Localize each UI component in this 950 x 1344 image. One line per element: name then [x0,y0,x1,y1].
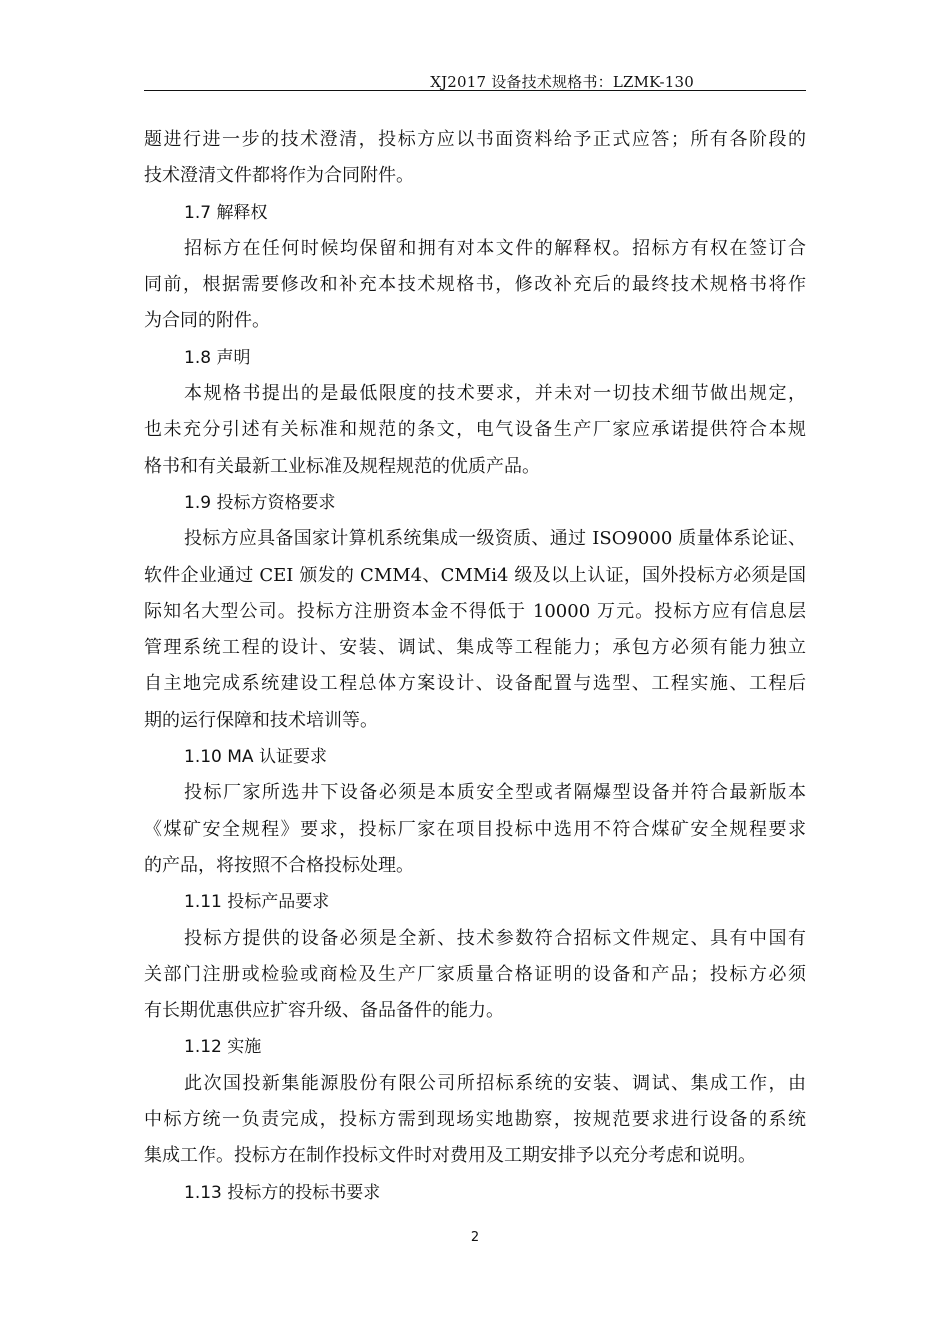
body-text-line: 自主地完成系统建设工程总体方案设计、设备配置与选型、工程实施、工程后 [144,673,806,695]
body-text-line: 际知名大型公司。投标方注册资本金不得低于 10000 万元。投标方应有信息层 [144,600,806,622]
body-text-line: 也未充分引述有关标准和规范的条文，电气设备生产厂家应承诺提供符合本规 [144,419,806,441]
section-heading-1-13: 1.13 投标方的投标书要求 [184,1182,381,1203]
section-heading-1-10: 1.10 MA 认证要求 [184,747,327,768]
body-text-line: 中标方统一负责完成，投标方需到现场实地勘察，按规范要求进行设备的系统 [144,1109,806,1131]
body-text-line: 软件企业通过 CEI 颁发的 CMM4、CMMi4 级及以上认证，国外投标方必须是国 [144,564,806,586]
body-text-line: 技术澄清文件都将作为合同附件。 [144,165,414,187]
body-text-line: 本规格书提出的是最低限度的技术要求，并未对一切技术细节做出规定， [184,383,806,405]
section-heading-1-7: 1.7 解释权 [184,202,268,223]
body-text-line: 关部门注册或检验或商检及生产厂家质量合格证明的设备和产品；投标方必须 [144,963,806,985]
body-text-line: 题进行进一步的技术澄清，投标方应以书面资料给予正式应答；所有各阶段的 [144,129,806,150]
body-text-line: 格书和有关最新工业标准及规程规范的优质产品。 [144,455,540,477]
document-body [144,122,806,1211]
body-text-line: 投标方提供的设备必须是全新、技术参数符合招标文件规定、具有中国有 [184,927,806,949]
body-text-line: 投标厂家所选井下设备必须是本质安全型或者隔爆型设备并符合最新版本 [184,782,806,804]
section-heading-1-12: 1.12 实施 [184,1037,262,1058]
header-divider [144,90,806,91]
section-heading-1-8: 1.8 声明 [184,347,251,368]
body-text-line: 有长期优惠供应扩容升级、备品备件的能力。 [144,1000,504,1022]
document-header-title: XJ2017 设备技术规格书：LZMK-130 [430,73,694,91]
body-text-line: 期的运行保障和技术培训等。 [144,709,378,731]
body-text-line: 同前，根据需要修改和补充本技术规格书，修改补充后的最终技术规格书将作 [144,274,806,296]
body-text-line: 《煤矿安全规程》要求，投标厂家在项目投标中选用不符合煤矿安全规程要求 [144,818,806,840]
body-text-line: 此次国投新集能源股份有限公司所招标系统的安装、调试、集成工作，由 [184,1072,806,1094]
page-number: 2 [470,1230,480,1245]
body-text-line: 为合同的附件。 [144,310,270,332]
body-text-line: 的产品，将按照不合格投标处理。 [144,854,414,876]
section-heading-1-11: 1.11 投标产品要求 [184,892,330,913]
body-text-line: 投标方应具备国家计算机系统集成一级资质、通过 ISO9000 质量体系论证、 [184,528,806,550]
body-text-line: 集成工作。投标方在制作投标文件时对费用及工期安排予以充分考虑和说明。 [144,1145,756,1167]
body-text-line: 招标方在任何时候均保留和拥有对本文件的解释权。招标方有权在签订合 [184,237,806,259]
section-heading-1-9: 1.9 投标方资格要求 [184,492,336,513]
body-text-line: 管理系统工程的设计、安装、调试、集成等工程能力；承包方必须有能力独立 [144,637,806,659]
